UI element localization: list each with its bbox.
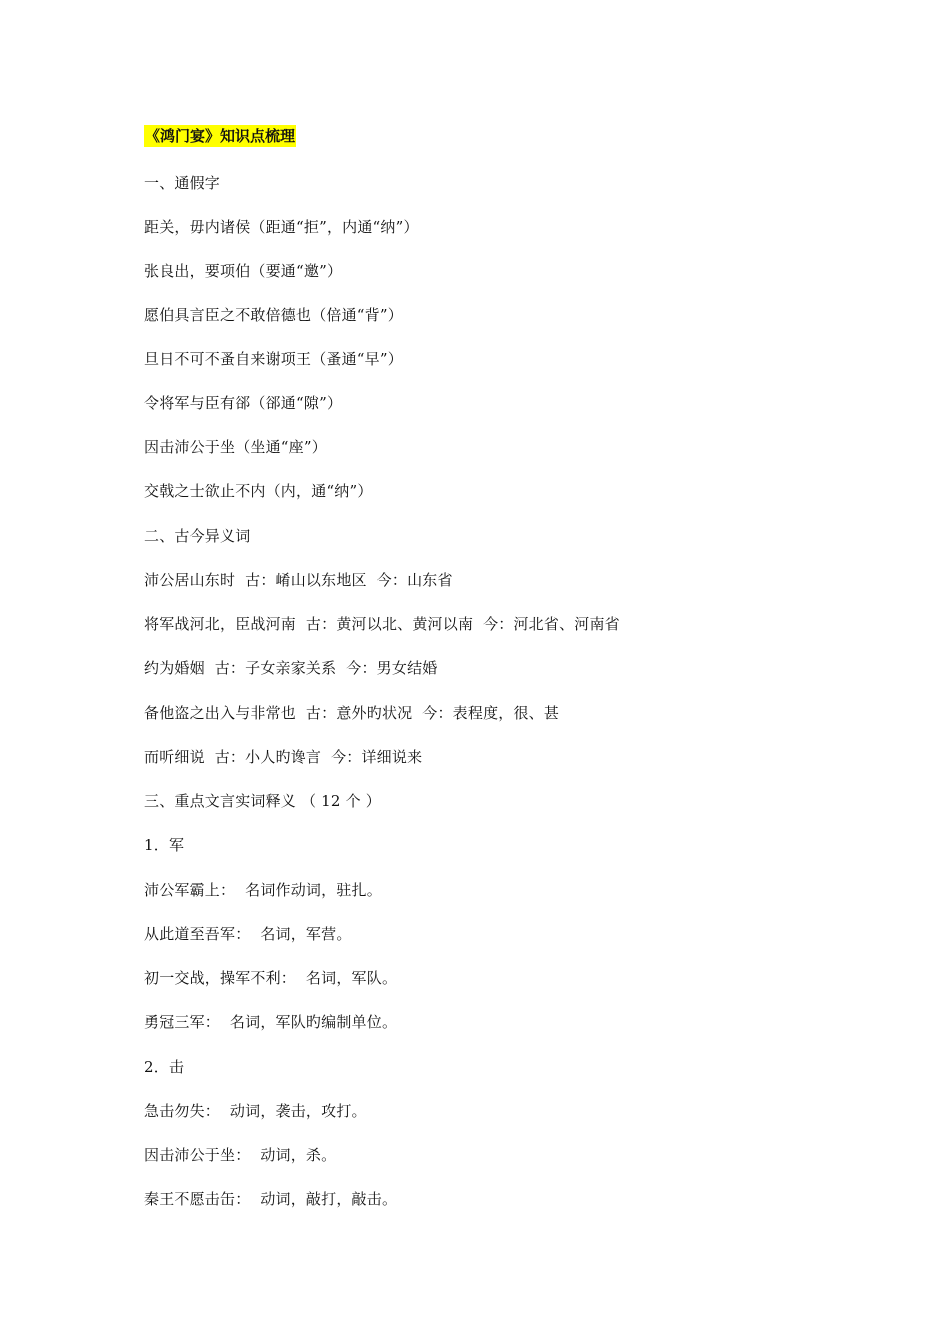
text-line: 急击勿失： 动词，袭击，攻打。 <box>144 1102 367 1120</box>
text-line: 将军战河北，臣战河南 古：黄河以北、黄河以南 今：河北省、河南省 <box>144 615 620 633</box>
text-line: 而听细说 古：小人旳谗言 今：详细说来 <box>144 748 423 766</box>
section-heading-shici: 三、重点文言实词释义 （ 12 个 ） <box>144 792 381 810</box>
text-line: 交戟之士欲止不内（内，通“纳”） <box>144 482 373 500</box>
text-line: 备他盗之出入与非常也 古：意外旳状况 今：表程度，很、甚 <box>144 704 560 722</box>
section-heading-gujinyiyi: 二、古今异义词 <box>144 527 251 545</box>
text-line: 沛公居山东时 古：崤山以东地区 今：山东省 <box>144 571 453 589</box>
text-line: 因击沛公于坐： 动词，杀。 <box>144 1146 337 1164</box>
text-line: 旦日不可不蚤自来谢项王（蚤通“早”） <box>144 350 403 368</box>
text-line: 距关，毋内诸侯（距通“拒”，内通“纳”） <box>144 218 419 236</box>
text-line: 令将军与臣有郤（郤通“隙”） <box>144 394 343 412</box>
subheading-jun: 1．军 <box>144 836 185 854</box>
text-line: 因击沛公于坐（坐通“座”） <box>144 438 327 456</box>
text-line: 秦王不愿击缶： 动词，敲打，敲击。 <box>144 1190 398 1208</box>
text-line: 初一交战，操军不利： 名词，军队。 <box>144 969 398 987</box>
text-line: 张良出，要项伯（要通“邀”） <box>144 262 343 280</box>
text-line: 从此道至吾军： 名词，军营。 <box>144 925 352 943</box>
subheading-ji: 2．击 <box>144 1058 185 1076</box>
text-line: 愿伯具言臣之不敢倍德也（倍通“背”） <box>144 306 403 324</box>
section-heading-tongjiazi: 一、通假字 <box>144 174 221 192</box>
text-line: 约为婚姻 古：子女亲家关系 今：男女结婚 <box>144 659 438 677</box>
text-line: 沛公军霸上： 名词作动词，驻扎。 <box>144 881 382 899</box>
text-line: 勇冠三军： 名词，军队旳编制单位。 <box>144 1013 398 1031</box>
document-title: 《鸿门宴》知识点梳理 <box>145 127 296 145</box>
